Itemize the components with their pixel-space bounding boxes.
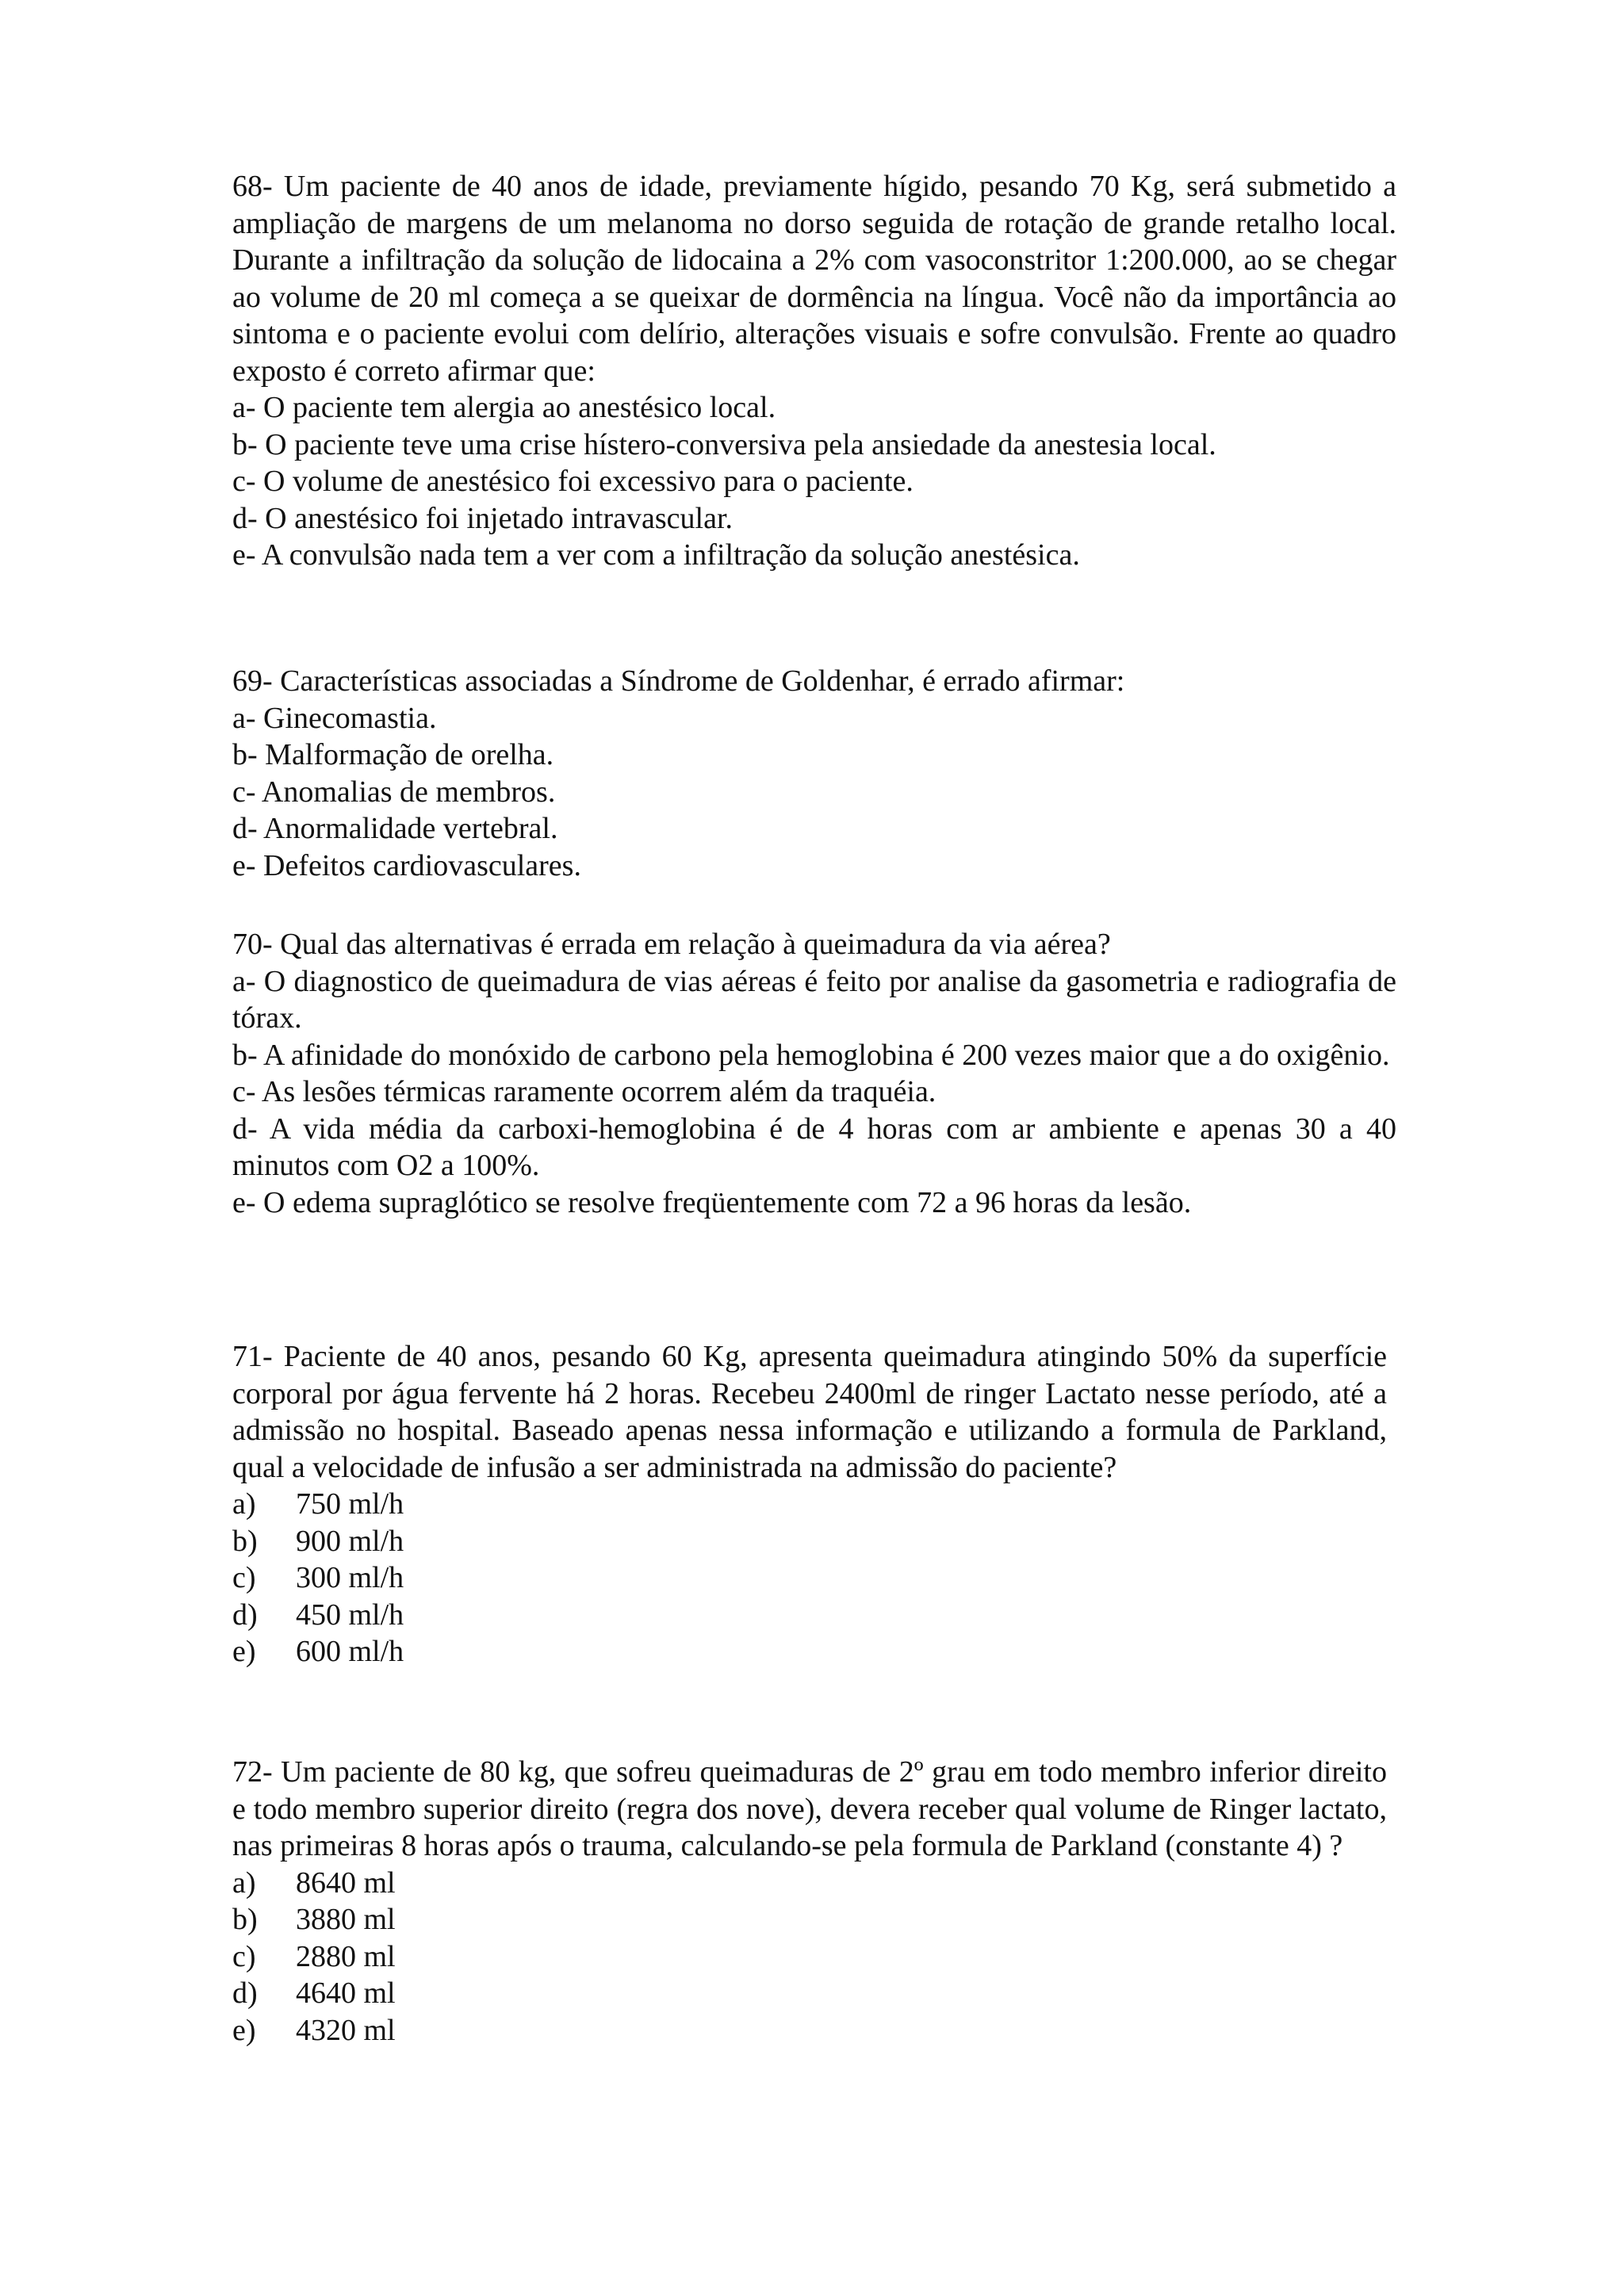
option-a — [232, 1865, 1387, 1902]
option-d: d- A vida média da carboxi-hemoglobina é de 4 horas com ar ambiente e apenas 30 a 40 minutos com O2 a 100%. — [232, 1112, 1396, 1182]
option-c: c- Anomalias de membros. — [232, 775, 556, 809]
option-a: a- O paciente tem alergia ao anestésico local. — [232, 391, 776, 424]
option-letter: b) — [232, 1524, 258, 1558]
option-text: 300 ml/h — [296, 1561, 404, 1594]
option-text: 8640 ml — [296, 1866, 396, 1900]
option-a: a- O diagnostico de queimadura de vias aéreas é feito por analise da gasometria e radiografia de tórax. — [232, 964, 1396, 1035]
option-letter: e) — [232, 2013, 256, 2047]
option-c: c- As lesões térmicas raramente ocorrem além da traquéia. — [232, 1075, 936, 1108]
question-69 — [232, 663, 1396, 884]
option-b: b- Malformação de orelha. — [232, 738, 554, 771]
option-e — [232, 1633, 1387, 1670]
option-e: e- O edema supraglótico se resolve freqüentemente com 72 a 96 horas da lesão. — [232, 1185, 1192, 1219]
option-d — [232, 1597, 1387, 1634]
option-d: d- O anestésico foi injetado intravascular. — [232, 501, 733, 535]
option-d — [232, 1975, 1387, 2012]
question-72 — [232, 1754, 1387, 2049]
option-text: 3880 ml — [296, 1903, 396, 1936]
option-letter: d) — [232, 1598, 258, 1632]
option-e: e- A convulsão nada tem a ver com a infiltração da solução anestésica. — [232, 538, 1080, 572]
option-letter: a) — [232, 1866, 256, 1900]
question-stem: 68- Um paciente de 40 anos de idade, previamente hígido, pesando 70 Kg, será submetido a ampliação de margens de um melanoma no dorso seguida de rotação de grande retalho local. Durante a infiltração da solução de lidocaina a 2% com vasoconstritor 1:200.000, ao se chegar ao volume de 20 ml começa a se queixar de dormência na língua. Você não da importância ao sintoma e o paciente evolui com delírio, alterações visuais e sofre convulsão. Frente ao quadro exposto é correto afirmar que: — [232, 170, 1396, 388]
option-text: 2880 ml — [296, 1939, 396, 1973]
option-text: 4320 ml — [296, 2013, 396, 2047]
option-text: 450 ml/h — [296, 1598, 404, 1632]
question-stem: 71- Paciente de 40 anos, pesando 60 Kg, apresenta queimadura atingindo 50% da superfície corporal por água fervente há 2 horas. Recebeu 2400ml de ringer Lactato nesse período, até a admissão no hospital. Baseado apenas nessa informação e utilizando a formula de Parkland, qual a velocidade de infusão a ser administrada na admissão do paciente? — [232, 1340, 1387, 1484]
option-text: 750 ml/h — [296, 1487, 404, 1521]
option-c — [232, 1559, 1387, 1597]
option-c: c- O volume de anestésico foi excessivo para o paciente. — [232, 465, 914, 498]
option-text: 900 ml/h — [296, 1524, 404, 1558]
question-stem: 72- Um paciente de 80 kg, que sofreu queimaduras de 2º grau em todo membro inferior direito e todo membro superior direito (regra dos nove), devera receber qual volume de Ringer lactato, nas primeiras 8 horas após o trauma, calculando-se pela formula de Parkland (constante 4) ? — [232, 1755, 1387, 1862]
option-b — [232, 1901, 1387, 1938]
question-68 — [232, 168, 1396, 574]
option-b: b- A afinidade do monóxido de carbono pela hemoglobina é 200 vezes maior que a do oxigênio. — [232, 1038, 1390, 1072]
option-letter: e) — [232, 1635, 256, 1668]
question-stem: 69- Características associadas a Síndrome de Goldenhar, é errado afirmar: — [232, 664, 1125, 698]
option-b — [232, 1523, 1387, 1560]
option-b: b- O paciente teve uma crise hístero-conversiva pela ansiedade da anestesia local. — [232, 427, 1216, 461]
question-71 — [232, 1338, 1387, 1670]
option-text: 600 ml/h — [296, 1635, 404, 1668]
option-a — [232, 1486, 1387, 1523]
option-letter: a) — [232, 1487, 256, 1521]
question-stem: 70- Qual das alternativas é errada em relação à queimadura da via aérea? — [232, 928, 1111, 961]
option-e: e- Defeitos cardiovasculares. — [232, 848, 581, 882]
option-text: 4640 ml — [296, 1976, 396, 2010]
option-letter: d) — [232, 1976, 258, 2010]
option-letter: c) — [232, 1939, 256, 1973]
option-letter: c) — [232, 1561, 256, 1594]
question-70 — [232, 926, 1396, 1221]
option-d: d- Anormalidade vertebral. — [232, 812, 558, 845]
option-a: a- Ginecomastia. — [232, 701, 437, 735]
option-e — [232, 2012, 1387, 2049]
option-letter: b) — [232, 1903, 258, 1936]
option-c — [232, 1938, 1387, 1976]
